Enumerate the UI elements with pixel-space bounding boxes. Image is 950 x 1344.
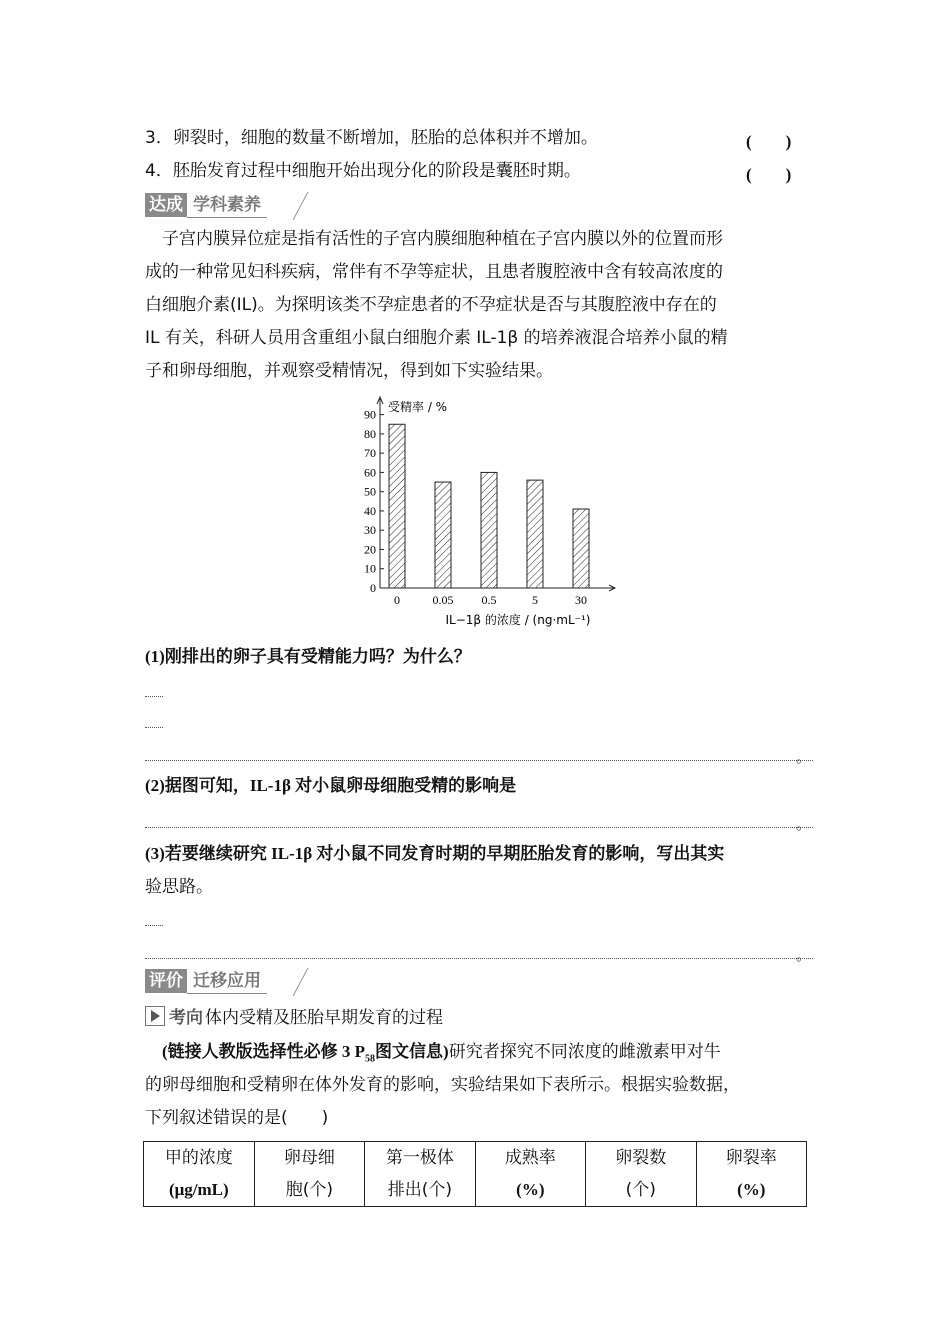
judgment-4: 4．胚胎发育过程中细胞开始出现分化的阶段是囊胚时期。 <box>145 161 581 181</box>
banner-slash <box>293 192 309 220</box>
table-header-cell: 卵裂数 (个) <box>586 1142 696 1207</box>
answer-line-3a[interactable] <box>145 925 163 926</box>
y-tick-label: 80 <box>364 426 376 441</box>
bar <box>389 424 405 588</box>
y-tick-label: 70 <box>364 446 376 461</box>
bar <box>481 472 497 588</box>
kaoxiang-label: 考向 <box>169 1008 203 1028</box>
answer-line-1c[interactable] <box>145 760 813 761</box>
banner-slash <box>293 968 309 996</box>
problem-line-2: 的卵母细胞和受精卵在体外发育的影响，实验结果如下表所示。根据实验数据， <box>145 1075 740 1095</box>
x-tick-label: 30 <box>575 593 587 607</box>
x-tick-label: 0.05 <box>432 593 454 607</box>
period-3: 。 <box>796 946 812 964</box>
answer-line-1a[interactable] <box>145 696 163 697</box>
problem-source-end: 图文信息) <box>375 1042 449 1061</box>
bar <box>527 480 543 588</box>
question-1: (1)刚排出的卵子具有受精能力吗？为什么？ <box>145 647 471 666</box>
table-header-cell: 第一极体 排出(个) <box>365 1142 475 1207</box>
period-2: 。 <box>796 815 812 833</box>
y-tick-label: 40 <box>364 503 376 518</box>
table-header-cell: 甲的浓度 (μg/mL) <box>144 1142 255 1207</box>
y-tick-label: 90 <box>364 407 376 422</box>
answer-line-3b[interactable] <box>145 958 813 959</box>
x-tick-label: 0 <box>394 593 400 607</box>
data-table <box>143 1141 807 1207</box>
x-tick-label: 0.5 <box>481 593 497 607</box>
bar <box>435 482 451 588</box>
fertilization-rate-chart <box>325 395 645 635</box>
banner-title: 学科素养 <box>187 193 267 218</box>
answer-line-2[interactable] <box>145 827 813 828</box>
y-tick-label: 50 <box>364 484 376 499</box>
banner-tag: 评价 <box>145 969 187 993</box>
y-tick-label: 20 <box>364 542 376 557</box>
paragraph-line-1: 子宫内膜异位症是指有活性的子宫内膜细胞种植在子宫内膜以外的位置而形 <box>145 229 723 249</box>
x-axis-label: IL−1β 的浓度 / (ng·mL⁻¹) <box>445 613 591 627</box>
answer-bracket-3[interactable]: ( ) <box>746 132 792 151</box>
question-3-line-1: (3)若要继续研究 IL-1β 对小鼠不同发育时期的早期胚胎发育的影响，写出其实 <box>145 844 725 863</box>
kaoxiang-heading <box>145 1003 443 1028</box>
problem-source: (链接人教版选择性必修 3 P <box>145 1042 366 1061</box>
section-banner-literacy <box>145 193 267 217</box>
paragraph-line-5: 子和卵母细胞，并观察受精情况，得到如下实验结果。 <box>145 361 553 381</box>
banner-tag: 达成 <box>145 193 187 217</box>
bar <box>573 509 589 588</box>
x-tick-label: 5 <box>532 593 538 607</box>
play-icon <box>145 1006 165 1026</box>
question-2: (2)据图可知，IL-1β 对小鼠卵母细胞受精的影响是 <box>145 776 517 795</box>
paragraph-line-3: 白细胞介素(IL)。为探明该类不孕症患者的不孕症状是否与其腹腔液中存在的 <box>145 295 717 315</box>
period-1: 。 <box>796 748 812 766</box>
y-tick-label: 0 <box>370 581 376 595</box>
answer-bracket-4[interactable]: ( ) <box>746 165 792 184</box>
table-header-cell: 成熟率 (%) <box>475 1142 585 1207</box>
page-subscript: 58 <box>365 1053 376 1065</box>
y-axis-label: 受精率 / % <box>388 400 448 414</box>
problem-line-3: 下列叙述错误的是( ) <box>145 1108 329 1128</box>
table-header-cell: 卵母细 胞(个) <box>254 1142 364 1207</box>
problem-line-1 <box>145 1041 721 1070</box>
y-tick-label: 30 <box>364 523 376 538</box>
problem-text-1: 研究者探究不同浓度的雌激素甲对牛 <box>448 1042 721 1062</box>
banner-title: 迁移应用 <box>187 969 267 994</box>
section-banner-application <box>145 969 267 993</box>
question-3-line-2: 验思路。 <box>145 877 213 897</box>
kaoxiang-title: 体内受精及胚胎早期发育的过程 <box>205 1008 443 1028</box>
paragraph-line-2: 成的一种常见妇科疾病，常伴有不孕等症状，且患者腹腔液中含有较高浓度的 <box>145 262 723 282</box>
answer-line-1b[interactable] <box>145 727 163 728</box>
table-header-row <box>144 1142 807 1207</box>
paragraph-line-4: IL 有关，科研人员用含重组小鼠白细胞介素 IL-1β 的培养液混合培养小鼠的精 <box>145 328 728 348</box>
judgment-3: 3．卵裂时，细胞的数量不断增加，胚胎的总体积并不增加。 <box>145 128 598 148</box>
y-tick-label: 10 <box>364 561 376 576</box>
table-header-cell: 卵裂率 (%) <box>696 1142 806 1207</box>
y-tick-label: 60 <box>364 465 376 480</box>
